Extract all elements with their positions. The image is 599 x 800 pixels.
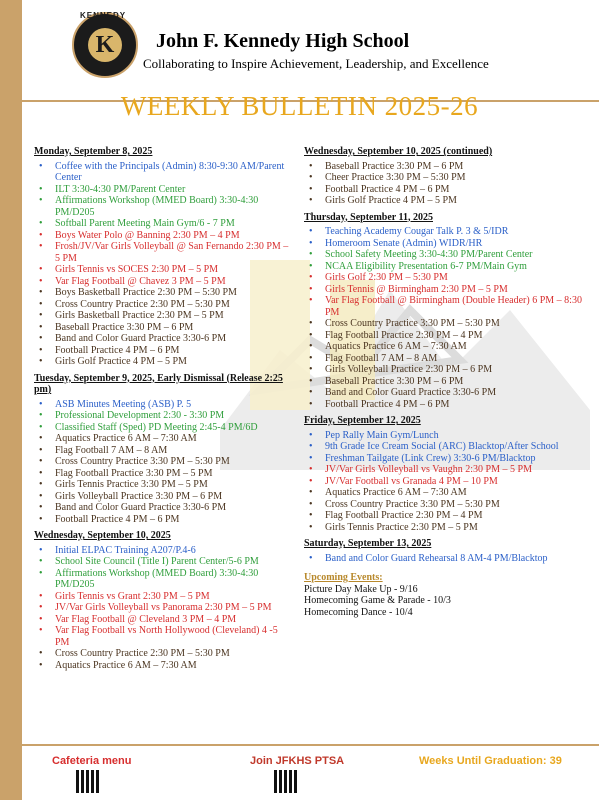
event-text: Baseball Practice 3:30 PM – 6 PM bbox=[55, 321, 194, 333]
event-text: Band and Color Guard Practice 3:30-6 PM bbox=[55, 333, 227, 344]
bullet-icon: • bbox=[309, 318, 313, 329]
event-item bbox=[304, 172, 596, 184]
event-item bbox=[34, 287, 289, 299]
bullet-icon: • bbox=[309, 352, 313, 364]
event-item bbox=[34, 602, 289, 614]
event-item bbox=[304, 476, 596, 488]
event-item bbox=[304, 226, 596, 238]
event-text: Cross Country Practice 3:30 PM – 5:30 PM bbox=[325, 318, 500, 329]
event-text: Var Flag Football @ Chavez 3 PM – 5 PM bbox=[55, 275, 226, 287]
event-text: ILT 3:30-4:30 PM/Parent Center bbox=[55, 183, 186, 195]
bullet-icon: • bbox=[309, 249, 313, 260]
event-item bbox=[304, 184, 596, 196]
day-section bbox=[304, 538, 596, 564]
upcoming-events bbox=[304, 572, 596, 618]
day-section bbox=[304, 212, 596, 411]
event-item bbox=[34, 241, 289, 264]
event-item bbox=[304, 499, 596, 511]
bullet-icon: • bbox=[39, 218, 43, 229]
event-text: Cross Country Practice 3:30 PM – 5:30 PM bbox=[55, 456, 230, 467]
event-text: JV/Var Girls Volleyball vs Vaughn 2:30 PM – 5 PM bbox=[325, 464, 532, 475]
cafeteria-qr-code[interactable] bbox=[76, 770, 99, 793]
bullet-icon: • bbox=[309, 226, 313, 237]
event-text: Professional Development 2:30 - 3:30 PM bbox=[55, 410, 225, 421]
event-item bbox=[304, 249, 596, 261]
event-text: Football Practice 4 PM – 6 PM bbox=[55, 513, 180, 525]
event-text: Girls Golf Practice 4 PM – 5 PM bbox=[325, 195, 457, 206]
bullet-icon: • bbox=[39, 321, 43, 333]
event-text: Cross Country Practice 2:30 PM – 5:30 PM bbox=[55, 648, 230, 659]
event-text: Aquatics Practice 6 AM – 7:30 AM bbox=[325, 487, 467, 498]
event-text: Band and Color Guard Practice 3:30-6 PM bbox=[325, 387, 497, 398]
event-item bbox=[34, 356, 289, 368]
event-text: JV/Var Football vs Granada 4 PM – 10 PM bbox=[325, 475, 498, 487]
event-item bbox=[304, 399, 596, 411]
event-item bbox=[34, 230, 289, 242]
event-item bbox=[34, 399, 289, 411]
bullet-icon: • bbox=[309, 183, 313, 195]
event-item bbox=[34, 184, 289, 196]
day-heading: Tuesday, September 9, 2025, Early Dismissal (Release 2:25 pm) bbox=[34, 372, 283, 395]
bullet-icon: • bbox=[39, 648, 43, 659]
event-item bbox=[304, 330, 596, 342]
footer-divider bbox=[22, 744, 599, 746]
bullet-icon: • bbox=[309, 295, 313, 306]
bullet-icon: • bbox=[39, 421, 43, 433]
event-text: Girls Golf Practice 4 PM – 5 PM bbox=[55, 356, 187, 367]
event-text: Flag Football Practice 2:30 PM – 4 PM bbox=[325, 329, 483, 341]
bullet-icon: • bbox=[309, 464, 313, 475]
bullet-icon: • bbox=[39, 264, 43, 275]
event-item bbox=[304, 453, 596, 465]
bullet-icon: • bbox=[39, 344, 43, 356]
event-item bbox=[34, 310, 289, 322]
bullet-icon: • bbox=[39, 333, 43, 344]
event-text: Aquatics Practice 6 AM – 7:30 AM bbox=[325, 341, 467, 352]
bullet-icon: • bbox=[39, 590, 43, 602]
bullet-icon: • bbox=[39, 310, 43, 321]
event-item bbox=[34, 648, 289, 660]
graduation-countdown: Weeks Until Graduation: 39 bbox=[419, 755, 562, 767]
event-item bbox=[304, 387, 596, 399]
event-text: Var Flag Football @ Birmingham (Double Header) 6 PM – 8:30 PM bbox=[325, 295, 582, 318]
event-item bbox=[304, 238, 596, 250]
day-heading: Monday, September 8, 2025 bbox=[34, 146, 153, 157]
bullet-icon: • bbox=[309, 475, 313, 487]
event-text: Var Flag Football @ Cleveland 3 PM – 4 PM bbox=[55, 613, 237, 625]
event-text: Girls Golf 2:30 PM – 5:30 PM bbox=[325, 272, 448, 283]
event-item bbox=[34, 345, 289, 357]
event-text: Flag Football Practice 2:30 PM – 4 PM bbox=[325, 510, 483, 521]
event-text: Aquatics Practice 6 AM – 7:30 AM bbox=[55, 659, 197, 671]
bullet-icon: • bbox=[309, 195, 313, 206]
day-heading: Saturday, September 13, 2025 bbox=[304, 538, 432, 549]
ptsa-label: Join JFKHS PTSA bbox=[250, 755, 345, 767]
event-text: Baseball Practice 3:30 PM – 6 PM bbox=[325, 375, 464, 387]
event-text: Girls Tennis @ Birmingham 2:30 PM – 5 PM bbox=[325, 283, 508, 295]
day-section bbox=[34, 146, 289, 368]
event-item bbox=[34, 195, 289, 218]
event-text: ASB Minutes Meeting (ASB) P. 5 bbox=[55, 398, 192, 410]
upcoming-event-item: Homecoming Dance - 10/4 bbox=[304, 606, 413, 618]
bullet-icon: • bbox=[39, 241, 43, 252]
event-text: Var Flag Football vs North Hollywood (Cleveland) 4 -5 PM bbox=[55, 625, 278, 648]
bullet-icon: • bbox=[39, 544, 43, 556]
event-text: Freshman Tailgate (Link Crew) 3:30-6 PM/Blacktop bbox=[325, 452, 536, 464]
bullet-icon: • bbox=[39, 490, 43, 502]
day-heading: Friday, September 12, 2025 bbox=[304, 415, 421, 426]
event-item bbox=[34, 502, 289, 514]
event-item bbox=[34, 433, 289, 445]
event-item bbox=[304, 441, 596, 453]
bullet-icon: • bbox=[309, 283, 313, 295]
bullet-icon: • bbox=[309, 364, 313, 375]
event-text: Flag Football 7 AM – 8 AM bbox=[55, 444, 168, 456]
bullet-icon: • bbox=[309, 329, 313, 341]
upcoming-event-item: Picture Day Make Up - 9/16 bbox=[304, 583, 418, 595]
bullet-icon: • bbox=[39, 659, 43, 671]
bullet-icon: • bbox=[309, 272, 313, 283]
bullet-icon: • bbox=[309, 237, 313, 249]
bullet-icon: • bbox=[309, 429, 313, 441]
event-item bbox=[304, 487, 596, 499]
event-item bbox=[34, 322, 289, 334]
event-item bbox=[304, 522, 596, 534]
bullet-icon: • bbox=[39, 298, 43, 310]
event-text: Girls Volleyball Practice 3:30 PM – 6 PM bbox=[55, 490, 223, 502]
bullet-icon: • bbox=[309, 375, 313, 387]
upcoming-events-title: Upcoming Events: bbox=[304, 572, 383, 583]
event-item bbox=[34, 333, 289, 345]
event-text: Frosh/JV/Var Girls Volleyball @ San Fernando 2:30 PM – 5 PM bbox=[55, 241, 289, 264]
event-list bbox=[304, 226, 596, 410]
bullet-icon: • bbox=[39, 467, 43, 479]
event-item bbox=[34, 218, 289, 230]
event-text: School Safety Meeting 3:30-4:30 PM/Parent Center bbox=[325, 249, 533, 260]
event-text: Football Practice 4 PM – 6 PM bbox=[325, 183, 450, 195]
event-text: Affirmations Workshop (MMED Board) 3:30-4:30 PM/D205 bbox=[55, 567, 259, 590]
event-text: NCAA Eligibility Presentation 6-7 PM/Main Gym bbox=[325, 260, 527, 272]
event-text: JV/Var Girls Volleyball vs Panorama 2:30 PM – 5 PM bbox=[55, 602, 272, 613]
event-text: Band and Color Guard Rehearsal 8 AM-4 PM/Blacktop bbox=[325, 552, 548, 564]
bullet-icon: • bbox=[39, 556, 43, 567]
event-item bbox=[34, 491, 289, 503]
event-text: Pep Rally Main Gym/Lunch bbox=[325, 429, 439, 441]
event-item bbox=[34, 514, 289, 526]
event-text: Softball Parent Meeting Main Gym/6 - 7 PM bbox=[55, 218, 235, 229]
event-item bbox=[304, 353, 596, 365]
event-item bbox=[304, 430, 596, 442]
school-name: John F. Kennedy High School bbox=[156, 30, 410, 52]
event-text: Boys Basketball Practice 2:30 PM – 5:30 PM bbox=[55, 287, 237, 298]
event-text: Teaching Academy Cougar Talk P. 3 & 5/IDR bbox=[325, 226, 509, 237]
event-item bbox=[34, 614, 289, 626]
event-text: 9th Grade Ice Cream Social (ARC) Blacktop/After School bbox=[325, 441, 559, 452]
event-text: Girls Tennis vs Grant 2:30 PM – 5 PM bbox=[55, 590, 210, 602]
day-heading: Wednesday, September 10, 2025 (continued) bbox=[304, 146, 493, 157]
bullet-icon: • bbox=[309, 260, 313, 272]
event-text: Homeroom Senate (Admin) WIDR/HR bbox=[325, 237, 483, 249]
bullet-icon: • bbox=[39, 625, 43, 636]
event-list bbox=[304, 161, 596, 207]
bullet-icon: • bbox=[309, 510, 313, 521]
bullet-icon: • bbox=[309, 487, 313, 498]
bullet-icon: • bbox=[309, 398, 313, 410]
event-item bbox=[304, 295, 596, 318]
bullet-icon: • bbox=[309, 441, 313, 452]
day-section bbox=[304, 415, 596, 533]
event-item bbox=[34, 299, 289, 311]
bullet-icon: • bbox=[39, 275, 43, 287]
event-item bbox=[34, 468, 289, 480]
event-item bbox=[34, 276, 289, 288]
event-item bbox=[34, 161, 289, 184]
event-text: Affirmations Workshop (MMED Board) 3:30-4:30 PM/D205 bbox=[55, 195, 259, 218]
bullet-icon: • bbox=[39, 602, 43, 613]
event-item bbox=[34, 264, 289, 276]
event-item bbox=[304, 318, 596, 330]
bullet-icon: • bbox=[39, 410, 43, 421]
day-section bbox=[34, 530, 289, 671]
left-column bbox=[34, 146, 289, 676]
event-item bbox=[304, 364, 596, 376]
bullet-icon: • bbox=[309, 498, 313, 510]
right-column bbox=[304, 146, 596, 618]
event-list bbox=[304, 553, 596, 565]
bullet-icon: • bbox=[309, 452, 313, 464]
event-list bbox=[34, 545, 289, 672]
event-item bbox=[304, 284, 596, 296]
day-section bbox=[304, 146, 596, 207]
event-item bbox=[34, 591, 289, 603]
event-item bbox=[34, 445, 289, 457]
bullet-icon: • bbox=[309, 160, 313, 172]
event-text: Girls Basketball Practice 2:30 PM – 5 PM bbox=[55, 310, 224, 321]
event-item bbox=[34, 545, 289, 557]
event-list bbox=[34, 161, 289, 368]
bullet-icon: • bbox=[39, 613, 43, 625]
bullet-icon: • bbox=[39, 479, 43, 490]
event-item bbox=[304, 195, 596, 207]
event-item bbox=[34, 422, 289, 434]
day-heading: Wednesday, September 10, 2025 bbox=[34, 530, 171, 541]
event-text: Initial ELPAC Training A207/P.4-6 bbox=[55, 544, 196, 556]
upcoming-event-item: Homecoming Game & Parade - 10/3 bbox=[304, 595, 451, 606]
event-text: Classified Staff (Sped) PD Meeting 2:45-4 PM/6D bbox=[55, 421, 258, 433]
event-text: Girls Tennis vs SOCES 2:30 PM – 5 PM bbox=[55, 264, 219, 275]
bullet-icon: • bbox=[39, 160, 43, 172]
event-text: Cross Country Practice 3:30 PM – 5:30 PM bbox=[325, 498, 500, 510]
event-text: Coffee with the Principals (Admin) 8:30-9:30 AM/Parent Center bbox=[55, 160, 285, 183]
bullet-icon: • bbox=[39, 183, 43, 195]
event-text: Girls Tennis Practice 2:30 PM – 5 PM bbox=[325, 521, 478, 533]
event-text: Football Practice 4 PM – 6 PM bbox=[55, 344, 180, 356]
event-item bbox=[304, 510, 596, 522]
bullet-icon: • bbox=[39, 287, 43, 298]
event-text: Football Practice 4 PM – 6 PM bbox=[325, 398, 450, 410]
bullet-icon: • bbox=[39, 513, 43, 525]
ptsa-qr-code[interactable] bbox=[274, 770, 297, 793]
bullet-icon: • bbox=[309, 521, 313, 533]
bullet-icon: • bbox=[39, 398, 43, 410]
event-text: Band and Color Guard Practice 3:30-6 PM bbox=[55, 502, 227, 513]
event-item bbox=[34, 556, 289, 568]
bullet-icon: • bbox=[39, 502, 43, 513]
bullet-icon: • bbox=[309, 341, 313, 352]
bullet-icon: • bbox=[39, 195, 43, 206]
event-list bbox=[304, 430, 596, 534]
logo-letter: K bbox=[88, 28, 122, 62]
event-item bbox=[34, 456, 289, 468]
event-item bbox=[34, 568, 289, 591]
event-text: Boys Water Polo @ Banning 2:30 PM – 4 PM bbox=[55, 229, 240, 241]
event-item bbox=[304, 341, 596, 353]
logo-ring-text: KENNEDY bbox=[80, 11, 127, 20]
bullet-icon: • bbox=[39, 229, 43, 241]
event-text: Aquatics Practice 6 AM – 7:30 AM bbox=[55, 433, 197, 444]
bullet-icon: • bbox=[39, 444, 43, 456]
event-item bbox=[34, 625, 289, 648]
event-item bbox=[304, 261, 596, 273]
event-text: Cheer Practice 3:30 PM – 5:30 PM bbox=[325, 172, 466, 183]
bullet-icon: • bbox=[309, 387, 313, 398]
event-text: Baseball Practice 3:30 PM – 6 PM bbox=[325, 160, 464, 172]
bullet-icon: • bbox=[39, 356, 43, 367]
day-section bbox=[34, 373, 289, 526]
event-text: School Site Council (Title I) Parent Center/5-6 PM bbox=[55, 556, 259, 567]
bulletin-title: WEEKLY BULLETIN 2025-26 bbox=[120, 91, 479, 121]
cafeteria-menu-label: Cafeteria menu bbox=[52, 755, 132, 767]
bullet-icon: • bbox=[39, 567, 43, 579]
event-text: Flag Football 7 AM – 8 AM bbox=[325, 352, 438, 364]
event-item bbox=[304, 161, 596, 173]
event-item bbox=[304, 272, 596, 284]
event-text: Cross Country Practice 2:30 PM – 5:30 PM bbox=[55, 298, 230, 310]
day-heading: Thursday, September 11, 2025 bbox=[304, 211, 433, 223]
event-item bbox=[34, 410, 289, 422]
event-text: Flag Football Practice 3:30 PM – 5 PM bbox=[55, 467, 213, 479]
event-item bbox=[304, 376, 596, 388]
event-item bbox=[34, 660, 289, 672]
school-logo bbox=[72, 12, 138, 78]
event-item bbox=[304, 464, 596, 476]
bullet-icon: • bbox=[39, 456, 43, 467]
bullet-icon: • bbox=[309, 172, 313, 183]
school-tagline: Collaborating to Inspire Achievement, Leadership, and Excellence bbox=[143, 56, 489, 71]
event-text: Girls Tennis Practice 3:30 PM – 5 PM bbox=[55, 479, 208, 490]
bullet-icon: • bbox=[309, 552, 313, 564]
event-item bbox=[304, 553, 596, 565]
event-list bbox=[34, 399, 289, 526]
event-item bbox=[34, 479, 289, 491]
bullet-icon: • bbox=[39, 433, 43, 444]
event-text: Girls Volleyball Practice 2:30 PM – 6 PM bbox=[325, 364, 493, 375]
